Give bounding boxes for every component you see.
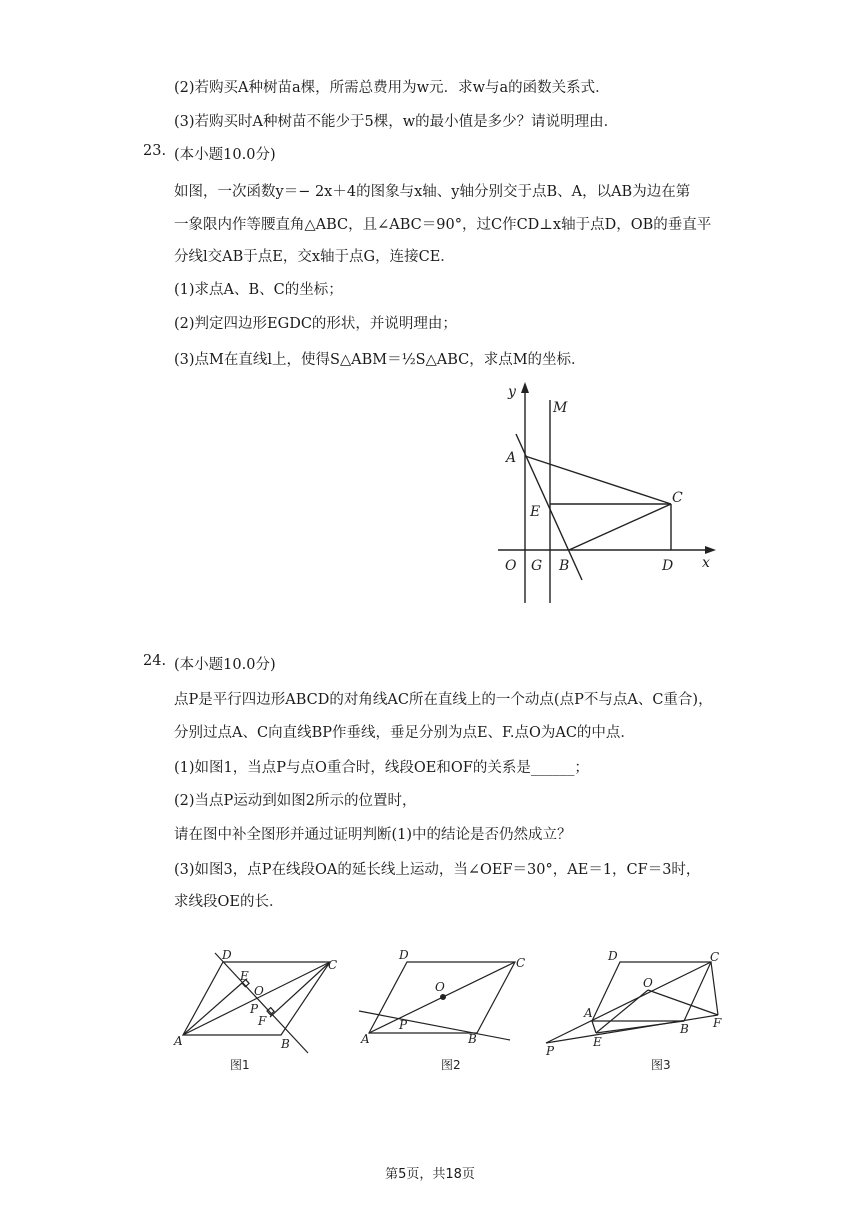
fig2-label-B: B	[468, 1032, 477, 1046]
perp-cf	[711, 962, 718, 1015]
q22-part2: (2)若购买A种树苗a棵，所需总费用为w元．求w与a的函数关系式．	[174, 80, 610, 96]
fig1-label-F: F	[258, 1014, 267, 1028]
q23-coordinate-figure	[490, 378, 730, 608]
q23-stem-line1: 如图，一次函数y＝− 2x＋4的图象与x轴、y轴分别交于点B、A，以AB为边在第	[174, 184, 691, 200]
q23-part3: (3)点M在直线l上，使得S△ABM＝½S△ABC，求点M的坐标．	[174, 352, 586, 368]
fig1-label-P: P	[250, 1002, 259, 1016]
perp-ae	[183, 983, 242, 1035]
fig3-label-P: P	[546, 1044, 555, 1058]
fig2-label-O: O	[435, 980, 445, 994]
fig1-label-D: D	[222, 948, 232, 962]
label-G: G	[531, 558, 543, 574]
label-C: C	[672, 490, 683, 506]
q23-stem-line2: 一象限内作等腰直角△ABC，且∠ABC＝90°，过C作CD⊥x轴于点D，OB的垂直平	[174, 217, 712, 233]
segment-ac	[525, 456, 671, 504]
fig2-label-P: P	[399, 1018, 408, 1032]
perp-ae	[592, 1021, 596, 1033]
segment-of	[648, 990, 718, 1015]
q24-stem-line2: 分别过点A、C向直线BP作垂线，垂足分别为点E、F.点O为AC的中点．	[174, 725, 635, 741]
fig1-label-O: O	[254, 984, 264, 998]
fig3-label-F: F	[713, 1016, 722, 1030]
label-y: y	[508, 384, 516, 400]
fig3-label-C: C	[710, 950, 720, 964]
fig1-label-B: B	[281, 1037, 290, 1051]
q24-number: 24.	[143, 653, 167, 669]
q23-number: 23.	[143, 143, 167, 159]
label-D: D	[662, 558, 674, 574]
q24-part1: (1)如图1，当点P与点O重合时，线段OE和OF的关系是______；	[174, 760, 589, 776]
fig1-caption: 图1	[230, 1058, 250, 1072]
label-O: O	[505, 558, 517, 574]
fig2-label-A: A	[361, 1032, 370, 1046]
q24-part2b: 请在图中补全图形并通过证明判断(1)中的结论是否仍然成立？	[174, 827, 572, 843]
q22-part3: (3)若购买时A种树苗不能少于5棵，w的最小值是多少？请说明理由．	[174, 114, 619, 130]
label-B: B	[559, 558, 570, 574]
perp-cf	[270, 962, 330, 1017]
q24-figure-1	[168, 945, 348, 1075]
fig3-label-E: E	[593, 1035, 602, 1049]
q24-points: (本小题10.0分)	[174, 657, 276, 673]
fig3-label-A: A	[584, 1006, 593, 1020]
label-x: x	[702, 555, 710, 571]
page-footer: 第5页，共18页	[385, 1167, 475, 1182]
line-bp	[546, 1015, 718, 1043]
segment-bc	[569, 504, 671, 550]
q24-part3b: 求线段OE的长．	[174, 894, 284, 910]
line-bp	[359, 1011, 510, 1040]
q24-figure-3	[538, 945, 722, 1075]
fig1-label-A: A	[174, 1034, 183, 1048]
q23-part1: (1)求点A、B、C的坐标；	[174, 282, 343, 298]
q24-part3: (3)如图3，点P在线段OA的延长线上运动，当∠OEF＝30°，AE＝1，CF＝3时，	[174, 862, 701, 878]
q24-stem-line1: 点P是平行四边形ABCD的对角线AC所在直线上的一个动点(点P不与点A、C重合)，	[174, 692, 713, 708]
fig3-caption: 图3	[651, 1058, 671, 1072]
line-bp	[215, 953, 308, 1053]
fig2-label-C: C	[516, 956, 526, 970]
q24-part2: (2)当点P运动到如图2所示的位置时，	[174, 793, 417, 809]
fig1-label-C: C	[328, 958, 338, 972]
label-A: A	[506, 450, 517, 466]
label-M: M	[553, 400, 568, 416]
fig3-label-D: D	[608, 949, 618, 963]
q23-stem-line3: 分线l交AB于点E，交x轴于点G，连接CE．	[174, 249, 455, 265]
label-E: E	[530, 504, 541, 520]
q23-part2: (2)判定四边形EGDC的形状，并说明理由；	[174, 316, 457, 332]
fig3-label-O: O	[643, 976, 653, 990]
fig2-caption: 图2	[441, 1058, 461, 1072]
fig1-label-E: E	[240, 969, 249, 983]
q23-points: (本小题10.0分)	[174, 147, 276, 163]
q24-figure-2	[355, 945, 535, 1075]
fig2-label-D: D	[399, 948, 409, 962]
fig3-label-B: B	[680, 1022, 689, 1036]
point-o	[441, 995, 446, 1000]
